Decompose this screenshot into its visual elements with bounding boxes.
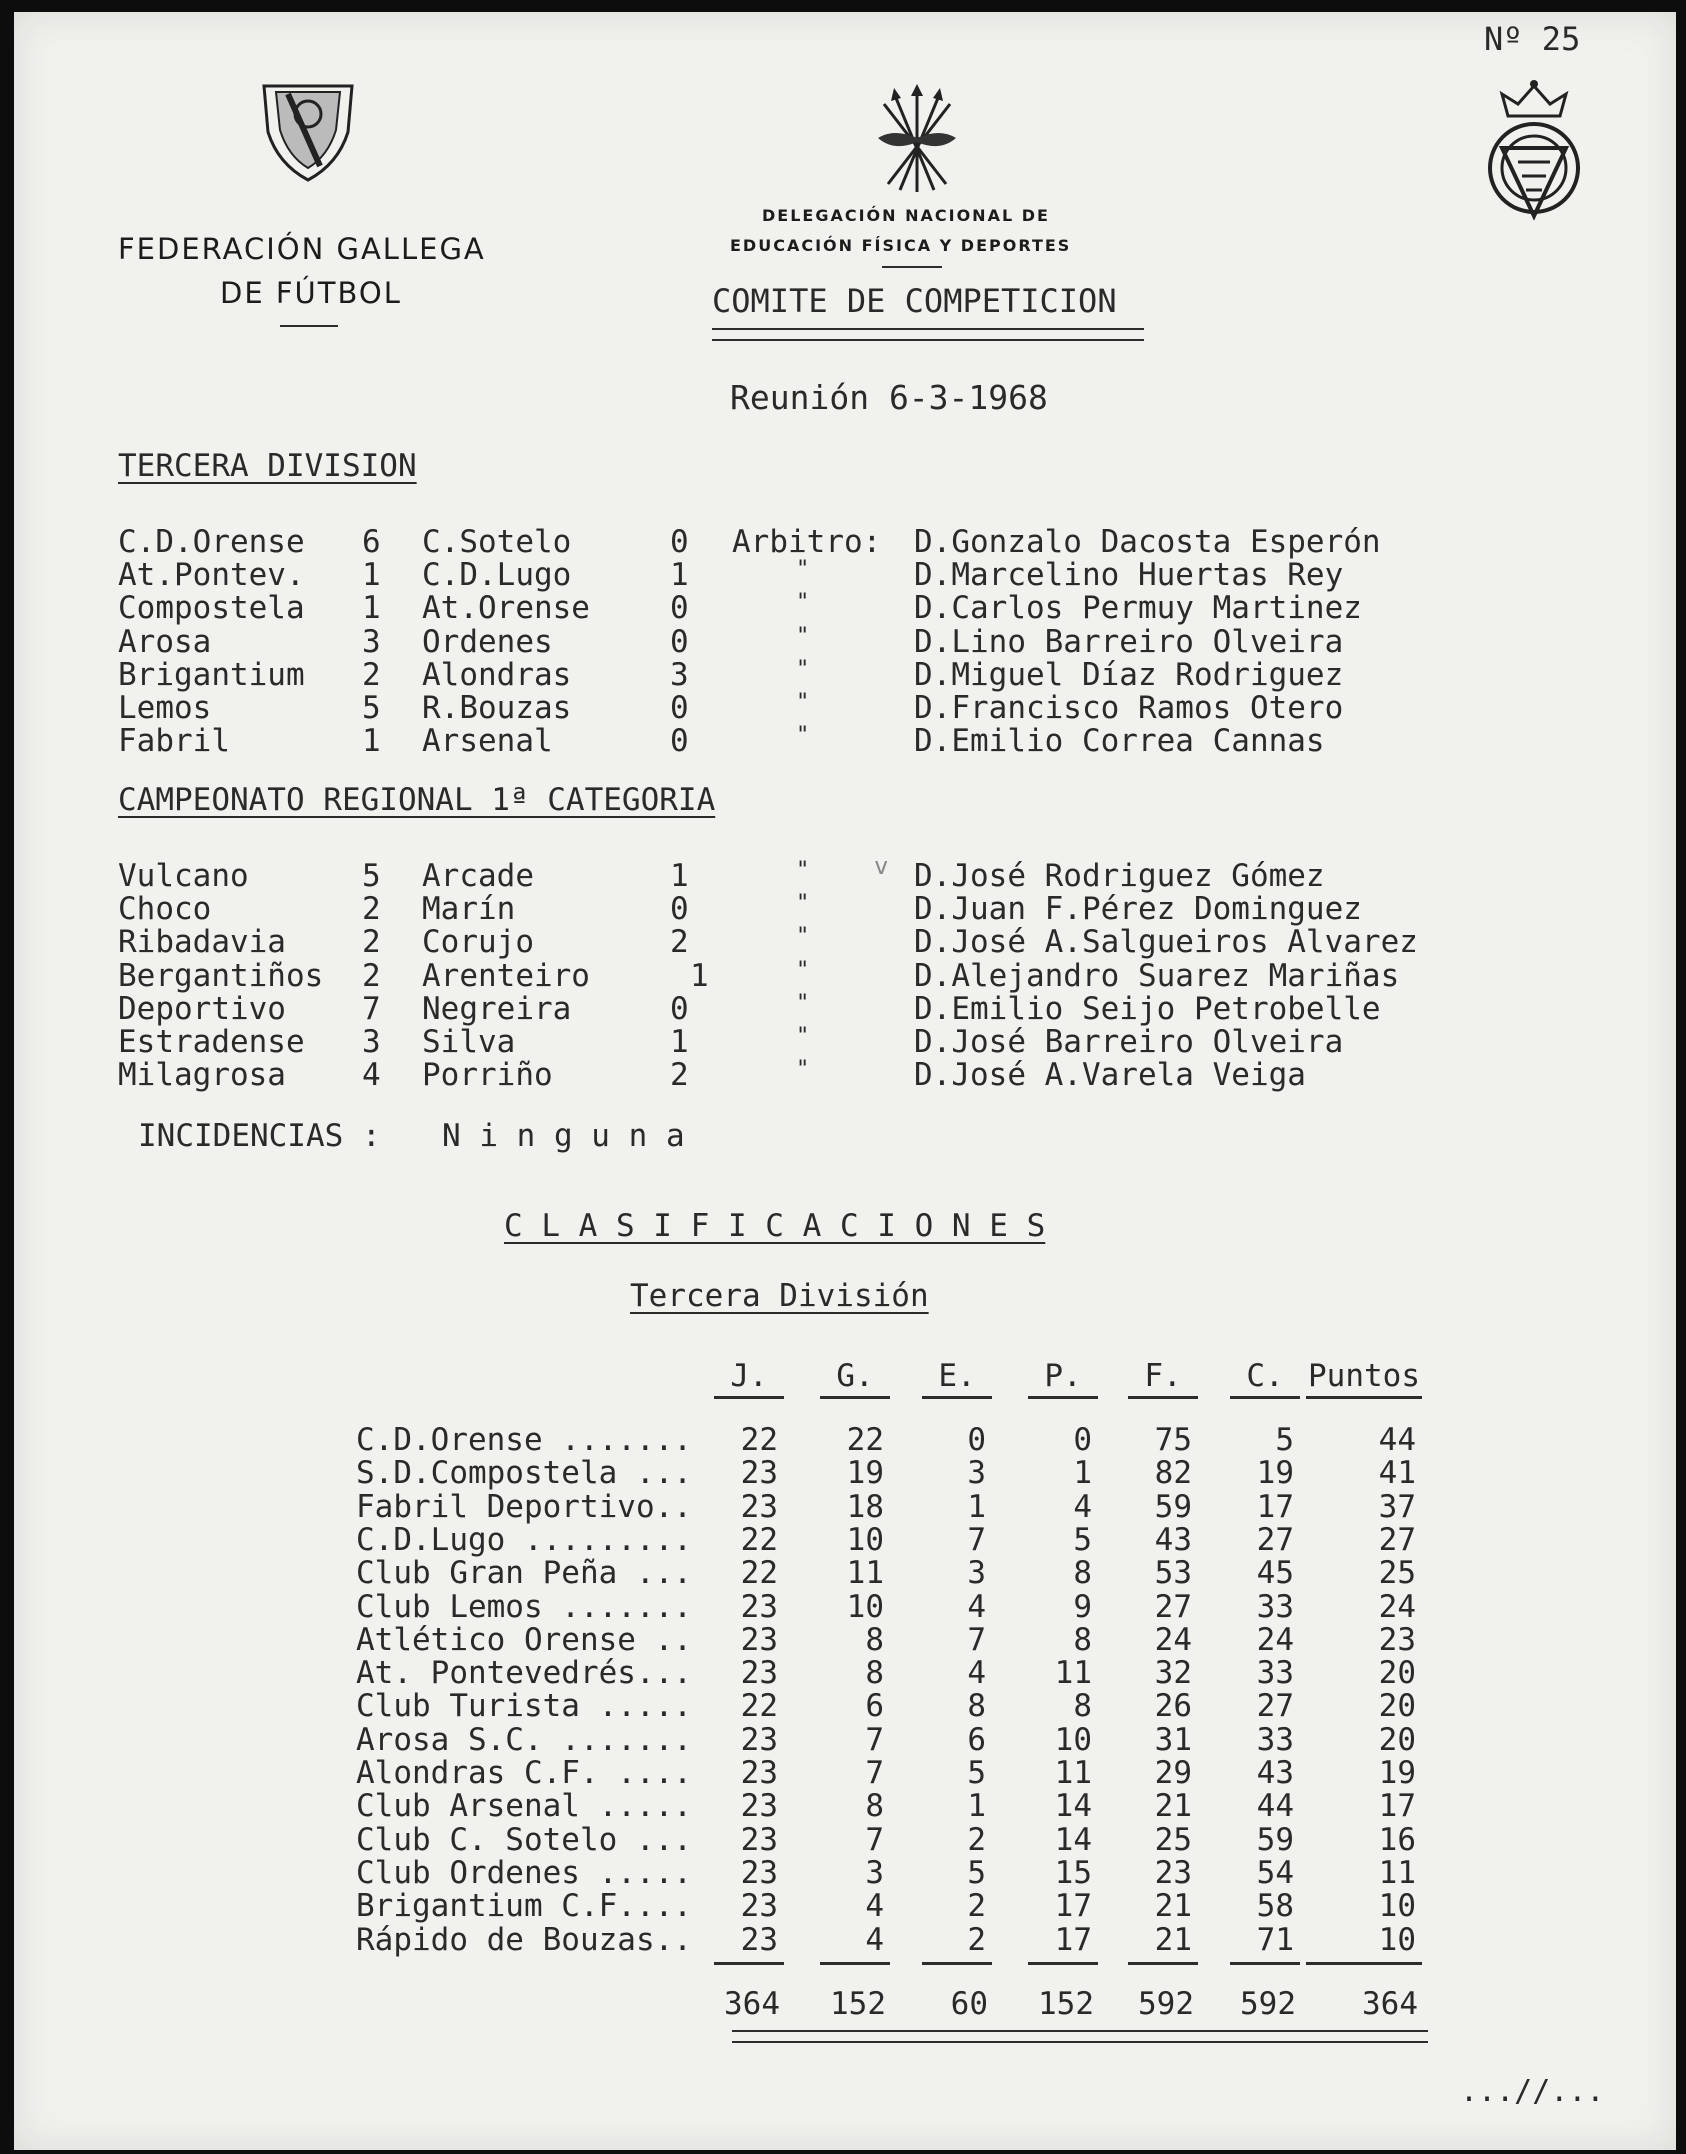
header-underline — [714, 1396, 784, 1399]
home-goals: 2 — [362, 891, 381, 928]
stat-cell: 11 — [846, 1555, 884, 1592]
stat-cell: 2 — [967, 1888, 986, 1925]
stat-cell: 24 — [1256, 1621, 1294, 1658]
federation-name-line1: FEDERACIÓN GALLEGA — [118, 232, 486, 266]
column-header: C. — [1246, 1358, 1284, 1394]
stat-cell: 8 — [1073, 1555, 1092, 1592]
ditto-mark: " — [796, 1024, 810, 1049]
table-row — [14, 1722, 1676, 1756]
away-team: Arenteiro — [422, 957, 590, 994]
match-row — [14, 524, 1676, 558]
stat-cell: 22 — [740, 1688, 778, 1725]
away-team: Ordenes — [422, 623, 553, 660]
table-row — [14, 1888, 1676, 1925]
stat-cell: 7 — [865, 1755, 884, 1791]
stat-cell: 4 — [967, 1655, 986, 1692]
total-cell: 592 — [1240, 1986, 1296, 2022]
stat-cell: 23 — [740, 1821, 778, 1858]
stat-cell: 37 — [1378, 1488, 1416, 1525]
home-goals: 2 — [362, 957, 381, 994]
stat-cell: 23 — [740, 1854, 778, 1891]
away-goals: 0 — [670, 990, 689, 1027]
away-goals: 2 — [670, 924, 689, 961]
match-row — [14, 557, 1676, 594]
header-underline — [820, 1396, 890, 1399]
document-page — [14, 12, 1676, 2150]
team-name: Club C. Sotelo ... — [356, 1821, 692, 1858]
away-goals: 0 — [670, 623, 689, 660]
home-goals: 6 — [362, 524, 381, 560]
header-underline — [1128, 1396, 1198, 1399]
match-row — [14, 991, 1676, 1025]
home-team: Lemos — [118, 690, 212, 726]
away-goals: 0 — [670, 590, 689, 627]
home-goals: 3 — [362, 623, 381, 660]
stat-cell: 4 — [967, 1588, 986, 1625]
stat-cell: 22 — [740, 1422, 778, 1458]
ditto-mark: " — [796, 1057, 810, 1083]
stat-cell: 23 — [1154, 1854, 1192, 1891]
home-team: Vulcano — [118, 858, 249, 894]
team-name: Club Lemos ....... — [356, 1588, 692, 1625]
stat-cell: 10 — [1378, 1921, 1416, 1958]
total-rule — [1230, 1962, 1300, 1965]
ditto-mark: " — [796, 990, 810, 1016]
continuation-mark: ...//... — [1460, 2074, 1605, 2109]
double-rule — [712, 328, 1144, 341]
stat-cell: 44 — [1256, 1788, 1294, 1825]
team-name: At. Pontevedrés... — [356, 1655, 692, 1692]
stat-cell: 23 — [740, 1921, 778, 1958]
home-team: Arosa — [118, 623, 212, 660]
stat-cell: 7 — [967, 1621, 986, 1658]
stat-cell: 24 — [1378, 1588, 1416, 1625]
away-goals: 0 — [670, 891, 689, 928]
section-title-tercera: TERCERA DIVISION — [118, 448, 417, 484]
away-team: C.D.Lugo — [422, 557, 572, 594]
stat-cell: 17 — [1256, 1488, 1294, 1525]
away-team: R.Bouzas — [422, 690, 572, 726]
total-cell: 60 — [950, 1986, 988, 2022]
stat-cell: 10 — [1054, 1721, 1092, 1758]
federation-name-line2: DE FÚTBOL — [220, 276, 402, 310]
stat-cell: 23 — [740, 1488, 778, 1525]
home-goals: 7 — [362, 990, 381, 1027]
stat-cell: 5 — [967, 1854, 986, 1891]
stat-cell: 71 — [1256, 1921, 1294, 1958]
header-underline — [1306, 1396, 1422, 1399]
stat-cell: 45 — [1256, 1555, 1294, 1592]
header-underline — [1230, 1396, 1300, 1399]
stat-cell: 21 — [1154, 1888, 1192, 1925]
stat-cell: 23 — [740, 1588, 778, 1625]
incidents-label: INCIDENCIAS : — [138, 1118, 381, 1154]
team-name: S.D.Compostela ... — [356, 1455, 692, 1492]
away-goals: 0 — [670, 723, 689, 760]
match-row — [14, 958, 1676, 992]
away-goals: 0 — [670, 690, 689, 726]
ditto-mark: " — [796, 623, 810, 649]
column-header: F. — [1144, 1358, 1182, 1394]
table-row — [14, 1855, 1676, 1889]
stat-cell: 8 — [865, 1788, 884, 1825]
stat-cell: 58 — [1256, 1888, 1294, 1925]
stat-cell: 27 — [1256, 1521, 1294, 1558]
divider — [882, 266, 942, 268]
stat-cell: 21 — [1154, 1788, 1192, 1825]
team-name: Rápido de Bouzas.. — [356, 1921, 692, 1958]
ditto-mark: " — [796, 723, 810, 749]
stat-cell: 59 — [1154, 1488, 1192, 1525]
stat-cell: 3 — [967, 1455, 986, 1492]
total-rule — [1028, 1962, 1098, 1965]
stat-cell: 22 — [846, 1422, 884, 1458]
ditto-mark: " — [796, 891, 810, 917]
home-goals: 1 — [362, 557, 381, 594]
stat-cell: 16 — [1378, 1821, 1416, 1858]
referee-name: D.Alejandro Suarez Mariñas — [914, 957, 1400, 994]
table-row — [14, 1755, 1676, 1789]
crowned-seal-icon — [1478, 76, 1590, 228]
stat-cell: 3 — [967, 1555, 986, 1592]
match-row — [14, 891, 1676, 928]
stat-cell: 5 — [1275, 1422, 1294, 1458]
stat-cell: 31 — [1154, 1721, 1192, 1758]
ditto-mark: " — [796, 557, 810, 583]
stat-cell: 75 — [1154, 1422, 1192, 1458]
stat-cell: 24 — [1154, 1621, 1192, 1658]
away-goals: 2 — [670, 1057, 689, 1094]
stat-cell: 17 — [1054, 1921, 1092, 1958]
stat-cell: 59 — [1256, 1821, 1294, 1858]
away-team: Alondras — [422, 656, 572, 693]
table-row — [14, 1822, 1676, 1856]
stat-cell: 23 — [740, 1721, 778, 1758]
total-cell: 592 — [1138, 1986, 1194, 2022]
stat-cell: 10 — [846, 1588, 884, 1625]
stat-cell: 3 — [865, 1854, 884, 1891]
stat-cell: 43 — [1154, 1521, 1192, 1558]
stat-cell: 82 — [1154, 1455, 1192, 1492]
stat-cell: 19 — [1378, 1755, 1416, 1791]
stat-cell: 20 — [1378, 1721, 1416, 1758]
stat-cell: 23 — [740, 1788, 778, 1825]
home-team: C.D.Orense — [118, 524, 305, 560]
referee-name: D.José A.Varela Veiga — [914, 1057, 1306, 1094]
standings-subheading: Tercera División — [630, 1278, 929, 1314]
team-name: Club Arsenal ..... — [356, 1788, 692, 1825]
stat-cell: 6 — [865, 1688, 884, 1725]
table-row — [14, 1489, 1676, 1523]
stat-cell: 2 — [967, 1921, 986, 1958]
stat-cell: 11 — [1378, 1854, 1416, 1891]
match-row — [14, 858, 1676, 892]
stat-cell: 33 — [1256, 1588, 1294, 1625]
stat-cell: 4 — [865, 1888, 884, 1925]
stat-cell: 1 — [967, 1488, 986, 1525]
team-name: C.D.Orense ....... — [356, 1422, 692, 1458]
home-team: Deportivo — [118, 990, 286, 1027]
stat-cell: 29 — [1154, 1755, 1192, 1791]
match-row — [14, 690, 1676, 724]
team-name: Brigantium C.F.... — [356, 1888, 692, 1925]
stat-cell: 17 — [1054, 1888, 1092, 1925]
stat-cell: 44 — [1378, 1422, 1416, 1458]
stat-cell: 8 — [865, 1655, 884, 1692]
stat-cell: 26 — [1154, 1688, 1192, 1725]
referee-name: D.Emilio Correa Cannas — [914, 723, 1325, 760]
check-mark: v — [874, 852, 889, 880]
team-name: Club Ordenes ..... — [356, 1854, 692, 1891]
team-name: Fabril Deportivo.. — [356, 1488, 692, 1525]
stat-cell: 25 — [1154, 1821, 1192, 1858]
stat-cell: 53 — [1154, 1555, 1192, 1592]
home-team: Fabril — [118, 723, 230, 760]
stat-cell: 15 — [1054, 1854, 1092, 1891]
total-rule — [1306, 1962, 1422, 1965]
stat-cell: 33 — [1256, 1721, 1294, 1758]
stat-cell: 10 — [1378, 1888, 1416, 1925]
table-row — [14, 1622, 1676, 1656]
stat-cell: 23 — [740, 1655, 778, 1692]
stat-cell: 20 — [1378, 1688, 1416, 1725]
match-row — [14, 1024, 1676, 1058]
referee-name: D.Miguel Díaz Rodriguez — [914, 656, 1344, 693]
home-goals: 4 — [362, 1057, 381, 1094]
stat-cell: 22 — [740, 1521, 778, 1558]
stat-cell: 14 — [1054, 1788, 1092, 1825]
stat-cell: 1 — [967, 1788, 986, 1825]
match-row — [14, 924, 1676, 961]
stat-cell: 43 — [1256, 1755, 1294, 1791]
column-header: J. — [730, 1358, 768, 1394]
home-team: Choco — [118, 891, 212, 928]
federation-shield-icon — [258, 80, 358, 184]
column-header: P. — [1044, 1358, 1082, 1394]
double-rule — [732, 2030, 1428, 2043]
column-header: G. — [836, 1358, 874, 1394]
header-underline — [1028, 1396, 1098, 1399]
stat-cell: 54 — [1256, 1854, 1294, 1891]
table-row — [14, 1922, 1676, 1956]
away-goals: 1 — [670, 1024, 689, 1060]
stat-cell: 21 — [1154, 1921, 1192, 1958]
team-name: Arosa S.C. ....... — [356, 1721, 692, 1758]
team-name: Club Gran Peña ... — [356, 1555, 692, 1592]
referee-name: D.Emilio Seijo Petrobelle — [914, 990, 1381, 1027]
section-title-regional: CAMPEONATO REGIONAL 1ª CATEGORIA — [118, 782, 716, 818]
delegation-line1: DELEGACIÓN NACIONAL DE — [762, 206, 1050, 225]
header-underline — [922, 1396, 992, 1399]
away-goals: 1 — [690, 957, 709, 994]
stat-cell: 4 — [1073, 1488, 1092, 1525]
table-row — [14, 1688, 1676, 1725]
away-team: Arsenal — [422, 723, 553, 760]
total-cell: 364 — [1362, 1986, 1418, 2022]
stat-cell: 17 — [1378, 1788, 1416, 1825]
total-rule — [714, 1962, 784, 1965]
match-row — [14, 590, 1676, 627]
away-team: C.Sotelo — [422, 524, 572, 560]
stat-cell: 7 — [865, 1821, 884, 1858]
home-team: At.Pontev. — [118, 557, 305, 594]
away-team: Negreira — [422, 990, 572, 1027]
team-name: C.D.Lugo ......... — [356, 1521, 692, 1558]
team-name: Club Turista ..... — [356, 1688, 692, 1725]
home-goals: 2 — [362, 656, 381, 693]
stat-cell: 0 — [967, 1422, 986, 1458]
table-row — [14, 1522, 1676, 1556]
ditto-mark: " — [796, 858, 810, 883]
away-team: At.Orense — [422, 590, 590, 627]
stat-cell: 23 — [740, 1621, 778, 1658]
stat-cell: 11 — [1054, 1755, 1092, 1791]
stat-cell: 8 — [865, 1621, 884, 1658]
away-team: Porriño — [422, 1057, 553, 1094]
home-goals: 1 — [362, 723, 381, 760]
delegation-line2: EDUCACIÓN FÍSICA Y DEPORTES — [730, 236, 1072, 255]
stat-cell: 4 — [865, 1921, 884, 1958]
meeting-date: Reunión 6-3-1968 — [730, 378, 1048, 417]
stat-cell: 23 — [740, 1755, 778, 1791]
total-rule — [820, 1962, 890, 1965]
away-team: Marín — [422, 891, 516, 928]
stat-cell: 6 — [967, 1721, 986, 1758]
ditto-mark: " — [796, 957, 810, 983]
match-row — [14, 723, 1676, 760]
referee-name: D.Gonzalo Dacosta Esperón — [914, 524, 1381, 560]
stat-cell: 18 — [846, 1488, 884, 1525]
referee-name: D.Lino Barreiro Olveira — [914, 623, 1344, 660]
home-goals: 3 — [362, 1024, 381, 1060]
away-goals: 1 — [670, 858, 689, 894]
stat-cell: 8 — [1073, 1688, 1092, 1725]
home-goals: 1 — [362, 590, 381, 627]
team-name: Atlético Orense .. — [356, 1621, 692, 1658]
match-row — [14, 657, 1676, 691]
table-row — [14, 1655, 1676, 1692]
total-cell: 364 — [724, 1986, 780, 2022]
stat-cell: 5 — [1073, 1521, 1092, 1558]
stat-cell: 1 — [1073, 1455, 1092, 1492]
stat-cell: 27 — [1378, 1521, 1416, 1558]
match-row — [14, 624, 1676, 658]
stat-cell: 10 — [846, 1521, 884, 1558]
table-row — [14, 1788, 1676, 1825]
ditto-mark: " — [796, 656, 810, 682]
stat-cell: 27 — [1154, 1588, 1192, 1625]
table-row — [14, 1555, 1676, 1592]
column-header: Puntos — [1308, 1358, 1420, 1394]
total-rule — [1128, 1962, 1198, 1965]
stat-cell: 19 — [846, 1455, 884, 1492]
home-team: Brigantium — [118, 656, 305, 693]
away-team: Silva — [422, 1024, 516, 1060]
home-team: Milagrosa — [118, 1057, 286, 1094]
total-rule — [922, 1962, 992, 1965]
table-row — [14, 1455, 1676, 1492]
stat-cell: 23 — [740, 1455, 778, 1492]
stat-cell: 2 — [967, 1821, 986, 1858]
stat-cell: 9 — [1073, 1588, 1092, 1625]
stat-cell: 32 — [1154, 1655, 1192, 1692]
committee-title: COMITE DE COMPETICION — [712, 282, 1117, 320]
away-goals: 3 — [670, 656, 689, 693]
home-goals: 2 — [362, 924, 381, 961]
divider — [280, 325, 338, 327]
stat-cell: 19 — [1256, 1455, 1294, 1492]
table-row — [14, 1422, 1676, 1456]
ditto-mark: " — [796, 924, 810, 950]
stat-cell: 11 — [1054, 1655, 1092, 1692]
match-row — [14, 1057, 1676, 1094]
stat-cell: 8 — [1073, 1621, 1092, 1658]
home-team: Compostela — [118, 590, 305, 627]
referee-name: D.José Barreiro Olveira — [914, 1024, 1344, 1060]
stat-cell: 5 — [967, 1755, 986, 1791]
incidents-value: N i n g u n a — [442, 1118, 685, 1154]
ditto-mark: " — [796, 590, 810, 616]
away-goals: 0 — [670, 524, 689, 560]
referee-name: D.Francisco Ramos Otero — [914, 690, 1344, 726]
away-team: Corujo — [422, 924, 534, 961]
team-name: Alondras C.F. .... — [356, 1755, 692, 1791]
document-number: Nº 25 — [1484, 20, 1581, 58]
away-goals: 1 — [670, 557, 689, 594]
referee-name: D.Marcelino Huertas Rey — [914, 557, 1344, 594]
yoke-arrows-emblem-icon — [874, 80, 960, 198]
referee-label: Arbitro: — [732, 524, 882, 560]
stat-cell: 7 — [865, 1721, 884, 1758]
table-row — [14, 1589, 1676, 1623]
referee-name: D.Juan F.Pérez Dominguez — [914, 891, 1362, 928]
ditto-mark: " — [796, 690, 810, 715]
stat-cell: 14 — [1054, 1821, 1092, 1858]
stat-cell: 41 — [1378, 1455, 1416, 1492]
away-team: Arcade — [422, 858, 534, 894]
referee-name: D.José A.Salgueiros Alvarez — [914, 924, 1418, 961]
referee-name: D.Carlos Permuy Martinez — [914, 590, 1362, 627]
total-cell: 152 — [1038, 1986, 1094, 2022]
home-team: Bergantiños — [118, 957, 324, 994]
stat-cell: 8 — [967, 1688, 986, 1725]
stat-cell: 33 — [1256, 1655, 1294, 1692]
stat-cell: 20 — [1378, 1655, 1416, 1692]
referee-name: D.José Rodriguez Gómez — [914, 858, 1325, 894]
total-cell: 152 — [830, 1986, 886, 2022]
home-goals: 5 — [362, 858, 381, 894]
stat-cell: 27 — [1256, 1688, 1294, 1725]
home-goals: 5 — [362, 690, 381, 726]
stat-cell: 25 — [1378, 1555, 1416, 1592]
stat-cell: 23 — [740, 1888, 778, 1925]
home-team: Estradense — [118, 1024, 305, 1060]
stat-cell: 22 — [740, 1555, 778, 1592]
column-header: E. — [938, 1358, 976, 1394]
stat-cell: 7 — [967, 1521, 986, 1558]
home-team: Ribadavia — [118, 924, 286, 961]
stat-cell: 23 — [1378, 1621, 1416, 1658]
standings-heading: C L A S I F I C A C I O N E S — [504, 1208, 1046, 1244]
stat-cell: 0 — [1073, 1422, 1092, 1458]
